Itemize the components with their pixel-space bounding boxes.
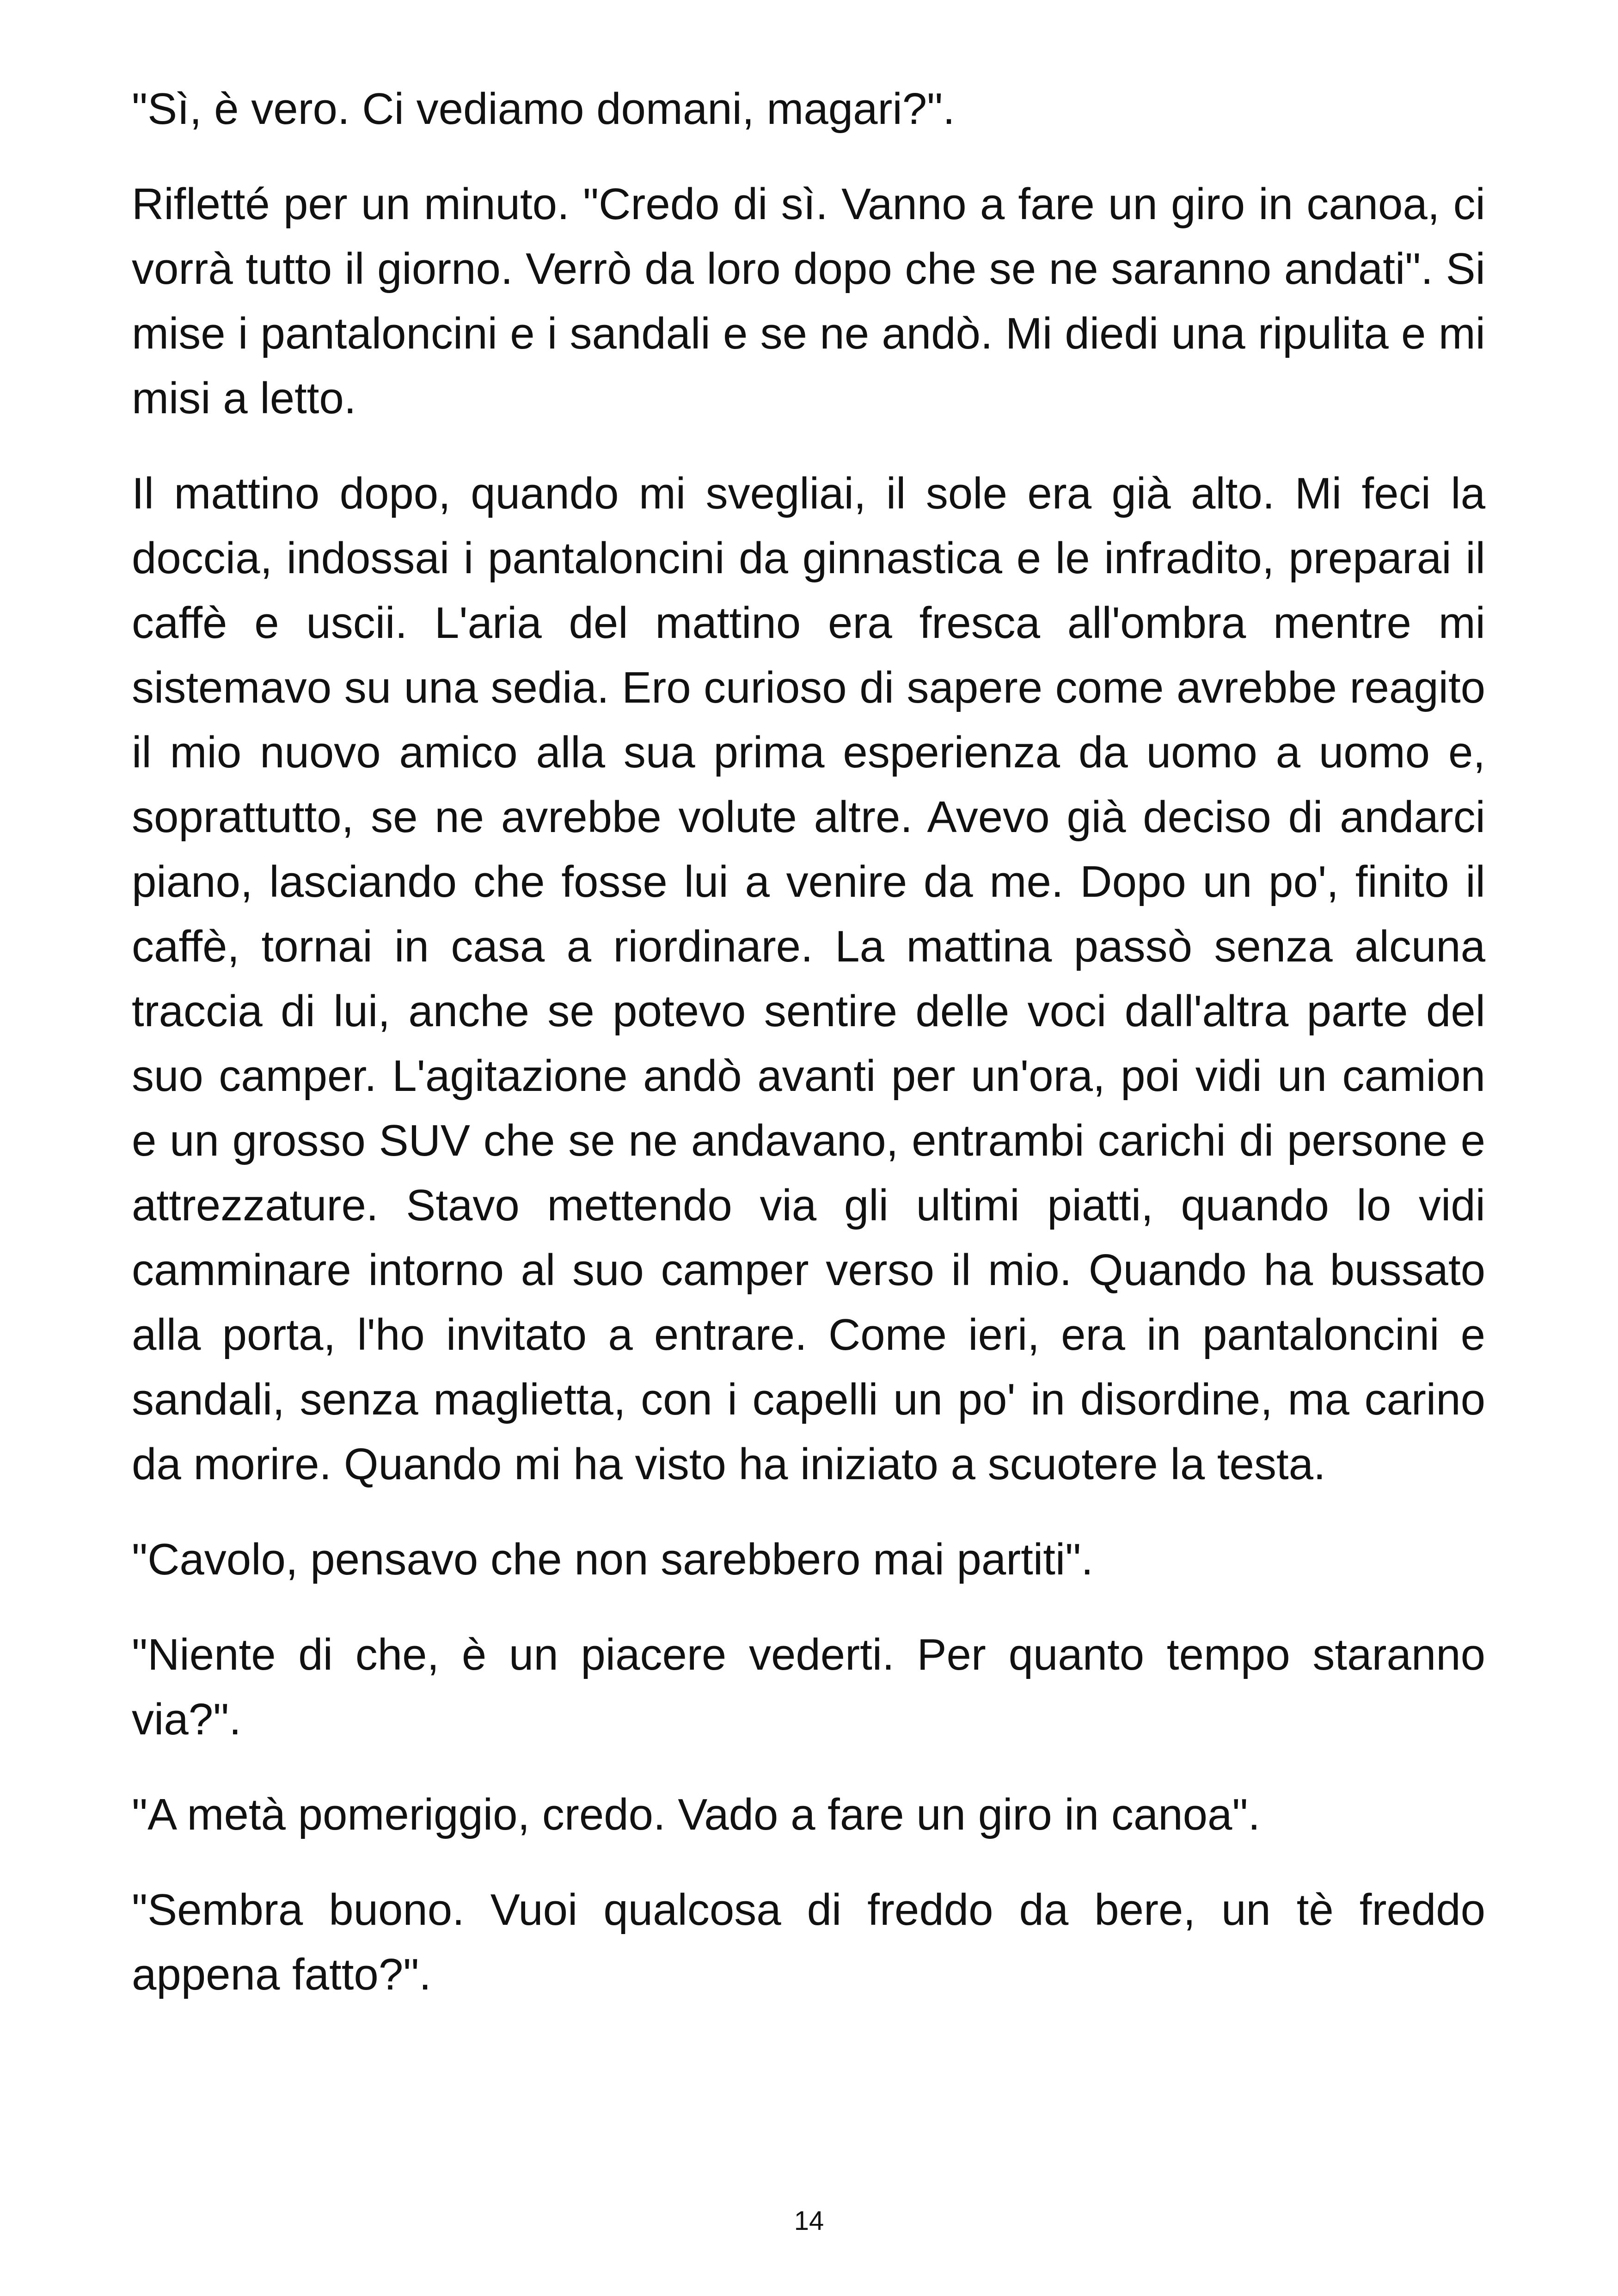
paragraph: "Niente di che, è un piacere vederti. Per quanto tempo staranno via?". (132, 1630, 1485, 1744)
paragraph: "Sì, è vero. Ci vediamo domani, magari?". (132, 84, 955, 134)
paragraph: "Sembra buono. Vuoi qualcosa di freddo da bere, un tè freddo appena fatto?". (132, 1885, 1485, 1999)
page-number: 14 (794, 2206, 824, 2236)
paragraph: Rifletté per un minuto. "Credo di sì. Vanno a fare un giro in canoa, ci vorrà tutto il giorno. Verrò da loro dopo che se ne saranno andati". Si mise i pantaloncini e i sandali e se ne andò. Mi diedi una ripulita e mi misi a letto. (132, 179, 1485, 423)
paragraph: Il mattino dopo, quando mi svegliai, il sole era già alto. Mi feci la doccia, indossai i pantaloncini da ginnastica e le infradito, preparai il caffè e uscii. L'aria del mattino era fresca all'ombra mentre mi sistemavo su una sedia. Ero curioso di sapere come avrebbe reagito il mio nuovo amico alla sua prima esperienza da uomo a uomo e, soprattutto, se ne avrebbe volute altre. Avevo già deciso di andarci piano, lasciando che fosse lui a venire da me. Dopo un po', finito il caffè, tornai in casa a riordinare. La mattina passò senza alcuna traccia di lui, anche se potevo sentire delle voci dall'altra parte del suo camper. L'agitazione andò avanti per un'ora, poi vidi un camion e un grosso SUV che se ne andavano, entrambi carichi di persone e attrezzature. Stavo mettendo via gli ultimi piatti, quando lo vidi camminare intorno al suo camper verso il mio. Quando ha bussato alla porta, l'ho invitato a entrare. Come ieri, era in pantaloncini e sandali, senza maglietta, con i capelli un po' in disordine, ma carino da morire. Quando mi ha visto ha iniziato a scuotere la testa. (132, 469, 1485, 1489)
paragraph: "A metà pomeriggio, credo. Vado a fare un giro in canoa". (132, 1790, 1261, 1839)
paragraph: "Cavolo, pensavo che non sarebbero mai partiti". (132, 1535, 1093, 1584)
body-text (132, 77, 1485, 2038)
